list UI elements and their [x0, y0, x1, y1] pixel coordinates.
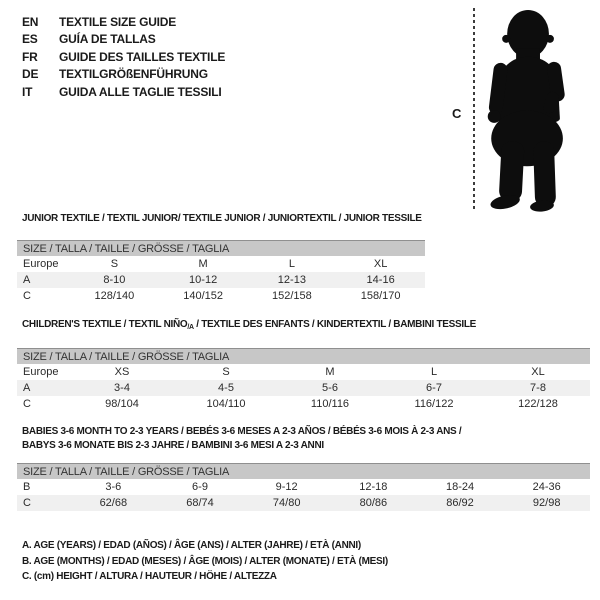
babies-textile-table	[17, 425, 590, 511]
size-header-bar: SIZE / TALLA / TAILLE / GRÖSSE / TAGLIA	[17, 463, 590, 479]
table-row	[17, 495, 590, 511]
table-cell: 6-7	[426, 382, 442, 394]
language-code: EN	[22, 14, 39, 29]
table-cell: 140/152	[183, 290, 223, 302]
table-row	[17, 380, 590, 396]
language-code: DE	[22, 67, 39, 82]
table-cell: 92/98	[532, 497, 561, 509]
footnote: A. AGE (YEARS) / EDAD (AÑOS) / ÂGE (ANS) / ALTER (JAHRE) / ETÀ (ANNI)	[22, 540, 361, 551]
table-cell: L	[430, 366, 438, 378]
table-row	[17, 288, 425, 304]
table-cell: 86/92	[446, 497, 474, 509]
table-cell: 110/116	[310, 398, 350, 410]
table-cell: 3-4	[114, 382, 130, 394]
size-header-bar: SIZE / TALLA / TAILLE / GRÖSSE / TAGLIA	[17, 348, 590, 364]
table-cell: XS	[114, 366, 130, 378]
table-cell: 12-18	[359, 481, 388, 493]
language-row	[22, 31, 225, 49]
table-cell: 8-10	[103, 274, 126, 286]
table-cell: 152/158	[271, 290, 312, 302]
table-cell: 7-8	[530, 382, 546, 394]
table-row	[17, 364, 590, 380]
language-row	[22, 66, 225, 84]
table-cell: 10-12	[189, 274, 218, 286]
table-cell: 9-12	[275, 481, 298, 493]
table-cell: 158/170	[360, 290, 401, 302]
table-row	[17, 272, 425, 288]
table-row	[17, 479, 590, 495]
table-cell: XL	[373, 258, 388, 270]
table-title-text: JUNIOR TEXTILE / TEXTIL JUNIOR/ TEXTILE JUNIOR / JUNIORTEXTIL / JUNIOR TESSILE	[22, 213, 422, 224]
table-cell: XL	[531, 366, 545, 378]
table-row	[17, 256, 425, 272]
subscript-text: /A	[187, 324, 194, 331]
row-label: B	[23, 481, 31, 493]
language-title: TEXTILE SIZE GUIDE	[59, 14, 177, 29]
table-cell: 128/140	[94, 290, 135, 302]
table-cell: 5-6	[322, 382, 338, 394]
table-cell: 80/86	[359, 497, 388, 509]
table-cell: 74/80	[272, 497, 301, 509]
table-cell: 3-6	[105, 481, 122, 493]
language-code: ES	[22, 32, 38, 47]
table-cell: M	[198, 258, 208, 270]
table-cell: 6-9	[192, 481, 208, 493]
table-cell: S	[110, 258, 119, 270]
table-cell: 98/104	[105, 398, 139, 410]
language-title: GUÍA DE TALLAS	[59, 32, 156, 47]
table-cell: 14-16	[366, 274, 395, 286]
table-cell: 68/74	[186, 497, 214, 509]
table-title	[17, 425, 590, 439]
table-title	[17, 318, 590, 335]
table-cell: 104/110	[206, 398, 246, 410]
footnote: C. (cm) HEIGHT / ALTURA / HAUTEUR / HÖHE / ALTEZZA	[22, 571, 277, 582]
row-label: C	[23, 497, 31, 509]
language-code: FR	[22, 49, 38, 64]
table-cell: 4-5	[218, 382, 234, 394]
language-title: TEXTILGRÖßENFÜHRUNG	[59, 67, 208, 82]
table-title	[17, 439, 590, 453]
table-cell: S	[222, 366, 230, 378]
table-cell: 12-13	[277, 274, 306, 286]
size-header-bar: SIZE / TALLA / TAILLE / GRÖSSE / TAGLIA	[17, 240, 425, 256]
footnote: B. AGE (MONTHS) / EDAD (MESES) / ÂGE (MOIS) / ALTER (MONATE) / ETÀ (MESI)	[22, 555, 388, 567]
table-title	[17, 212, 425, 226]
table-title-text: CHILDREN'S TEXTILE / TEXTIL NIÑO	[22, 319, 188, 330]
table-title-text: BABYS 3-6 MONATE BIS 2-3 JAHRE / BAMBINI 3-6 MESI A 2-3 ANNI	[22, 440, 324, 451]
table-title-text: BABIES 3-6 MONTH TO 2-3 YEARS / BEBÉS 3-6 MESES A 2-3 AÑOS / BÉBÉS 3-6 MOIS À 2-3 ANS /	[22, 426, 462, 437]
language-row	[22, 48, 225, 66]
row-label: C	[23, 398, 31, 410]
children-textile-table	[17, 318, 590, 412]
table-cell: 122/128	[518, 398, 558, 410]
table-cell: 116/122	[414, 398, 454, 410]
footnotes	[22, 538, 388, 585]
row-label: C	[23, 290, 31, 302]
language-title: GUIDE DES TAILLES TEXTILE	[59, 49, 226, 64]
row-label: A	[23, 274, 31, 286]
table-cell: L	[288, 258, 295, 270]
table-cell: M	[325, 366, 335, 378]
child-silhouette-image	[487, 7, 587, 217]
table-cell: 24-36	[532, 481, 561, 493]
height-measure-label: C	[452, 106, 462, 121]
language-row	[22, 13, 225, 31]
table-cell: 18-24	[445, 481, 475, 493]
language-row	[22, 83, 225, 101]
language-list	[22, 13, 225, 101]
height-measure-dotted-line	[473, 8, 475, 212]
language-title: GUIDA ALLE TAGLIE TESSILI	[59, 84, 222, 99]
row-label: A	[23, 382, 31, 394]
table-cell: 62/68	[99, 497, 128, 509]
table-row	[17, 396, 590, 412]
table-title-text: / TEXTILE DES ENFANTS / KINDERTEXTIL / BAMBINI TESSILE	[193, 319, 477, 330]
row-label: Europe	[23, 258, 59, 270]
row-label: Europe	[23, 366, 59, 378]
junior-textile-table	[17, 212, 425, 304]
language-code: IT	[22, 84, 33, 99]
